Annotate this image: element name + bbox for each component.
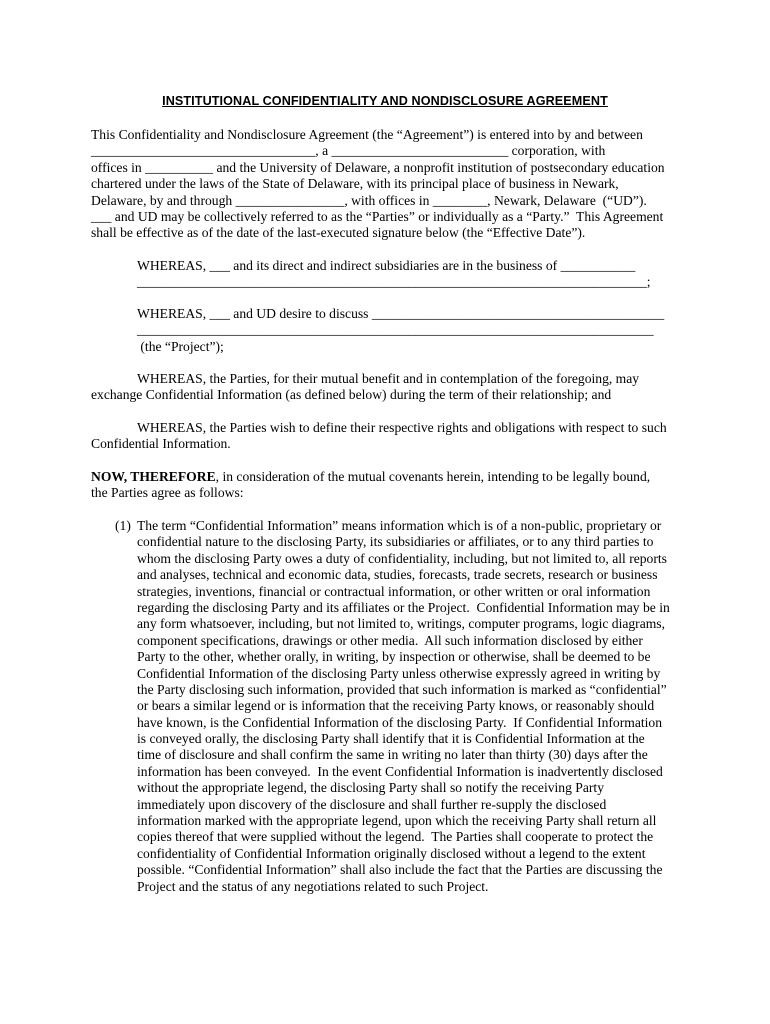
whereas-line: ____________________________________________________________________________ (137, 322, 654, 338)
whereas-clause-2 (137, 306, 677, 355)
item-line: without the appropriate legend, the disclosing Party shall so notify the receiving Party (137, 780, 604, 796)
intro-line: shall be effective as of the date of the last-executed signature below (the “Effective Date”). (91, 225, 586, 241)
now-therefore-paragraph (91, 469, 683, 502)
intro-line: This Confidentiality and Nondisclosure Agreement (the “Agreement”) is entered into by and between (91, 127, 643, 142)
item-line: immediately upon discovery of the disclosure and shall further re-supply the disclosed (137, 796, 607, 812)
item-line: whom the disclosing Party owes a duty of confidentiality, including, but not limited to, all reports (137, 550, 667, 566)
item-line: have known, is the Confidential Information of the disclosing Party. If Confidential Information (137, 714, 663, 730)
item-line: is conveyed orally, the disclosing Party shall identify that it is Confidential Information at the (137, 731, 645, 747)
item-line: Confidential Information of the disclosing Party unless otherwise expressly agreed in writing by (137, 665, 661, 681)
item-line: Party to the other, whether orally, in writing, by inspection or otherwise, shall be deemed to be (137, 649, 651, 665)
document-title: INSTITUTIONAL CONFIDENTIALITY AND NONDISCLOSURE AGREEMENT (162, 94, 608, 108)
whereas-line: WHEREAS, the Parties wish to define their respective rights and obligations with respect to such (137, 420, 667, 435)
now-therefore-line: the Parties agree as follows: (91, 485, 244, 501)
item-line: copies thereof that were supplied without the legend. The Parties shall cooperate to protect the (137, 829, 654, 845)
item-line: The term “Confidential Information” means information which is of a non-public, proprietary or (137, 518, 662, 533)
whereas-line: WHEREAS, ___ and UD desire to discuss ___________________________________________ (137, 306, 665, 321)
intro-line: _________________________________, a __________________________ corporation, with (91, 143, 606, 159)
item-line: any form whatsoever, including, but not limited to, writings, computer programs, logic diagrams, (137, 616, 665, 632)
item-1-paragraph (137, 518, 682, 895)
item-line: information marked with the appropriate legend, upon which the receiving Party shall return all (137, 813, 657, 829)
item-line: information has been conveyed. In the event Confidential Information is inadvertently disclosed (137, 763, 663, 779)
whereas-clause-1 (137, 258, 677, 291)
whereas-line: exchange Confidential Information (as defined below) during the term of their relationship; and (91, 387, 612, 403)
intro-line: offices in __________ and the University of Delaware, a nonprofit institution of postsecondary education (91, 159, 665, 175)
whereas-clause-3 (91, 371, 681, 404)
whereas-line: (the “Project”); (137, 338, 224, 354)
now-therefore-text: , in consideration of the mutual covenants herein, intending to be legally bound, (215, 469, 651, 484)
now-therefore-heading: NOW, THEREFORE (91, 469, 216, 484)
item-1-number: (1) (115, 518, 131, 533)
item-line: confidentiality of Confidential Information originally disclosed without a legend to the extent (137, 845, 646, 861)
whereas-line: Confidential Information. (91, 436, 231, 452)
whereas-line: WHEREAS, ___ and its direct and indirect subsidiaries are in the business of ___________ (137, 258, 636, 273)
item-line: and analyses, technical and economic data, studies, forecasts, trade secrets, research or business (137, 567, 658, 583)
intro-line: ___ and UD may be collectively referred to as the “Parties” or individually as a “Party.” This Agreement (91, 208, 664, 224)
item-line: confidential nature to the disclosing Party, its subsidiaries or affiliates, or to any third parties to (137, 534, 654, 550)
item-line: the Party disclosing such information, provided that such information is marked as “confidential” (137, 681, 667, 697)
item-line: or bears a similar legend or is information that the receiving Party knows, or reasonably should (137, 698, 655, 714)
item-line: Project and the status of any negotiations related to such Project. (137, 878, 489, 894)
whereas-line: WHEREAS, the Parties, for their mutual benefit and in contemplation of the foregoing, may (137, 371, 640, 386)
intro-line: Delaware, by and through ________________, with offices in ________, Newark, Delaware (“UD”). (91, 192, 647, 208)
item-line: component specifications, drawings or other media. All such information disclosed by either (137, 632, 643, 648)
intro-paragraph (91, 127, 679, 242)
item-line: time of disclosure and shall confirm the same in writing no later than thirty (30) days after the (137, 747, 648, 763)
item-line: possible. “Confidential Information” shall also include the fact that the Parties are discussing the (137, 862, 663, 878)
whereas-clause-4 (91, 420, 681, 453)
item-line: regarding the disclosing Party and its affiliates or the Project. Confidential Information may be in (137, 599, 670, 615)
intro-line: chartered under the laws of the State of Delaware, with its principal place of business in Newark, (91, 176, 619, 192)
whereas-line: ___________________________________________________________________________; (137, 274, 651, 290)
item-line: strategies, inventions, financial or contractual information, or other written or oral information (137, 583, 651, 599)
